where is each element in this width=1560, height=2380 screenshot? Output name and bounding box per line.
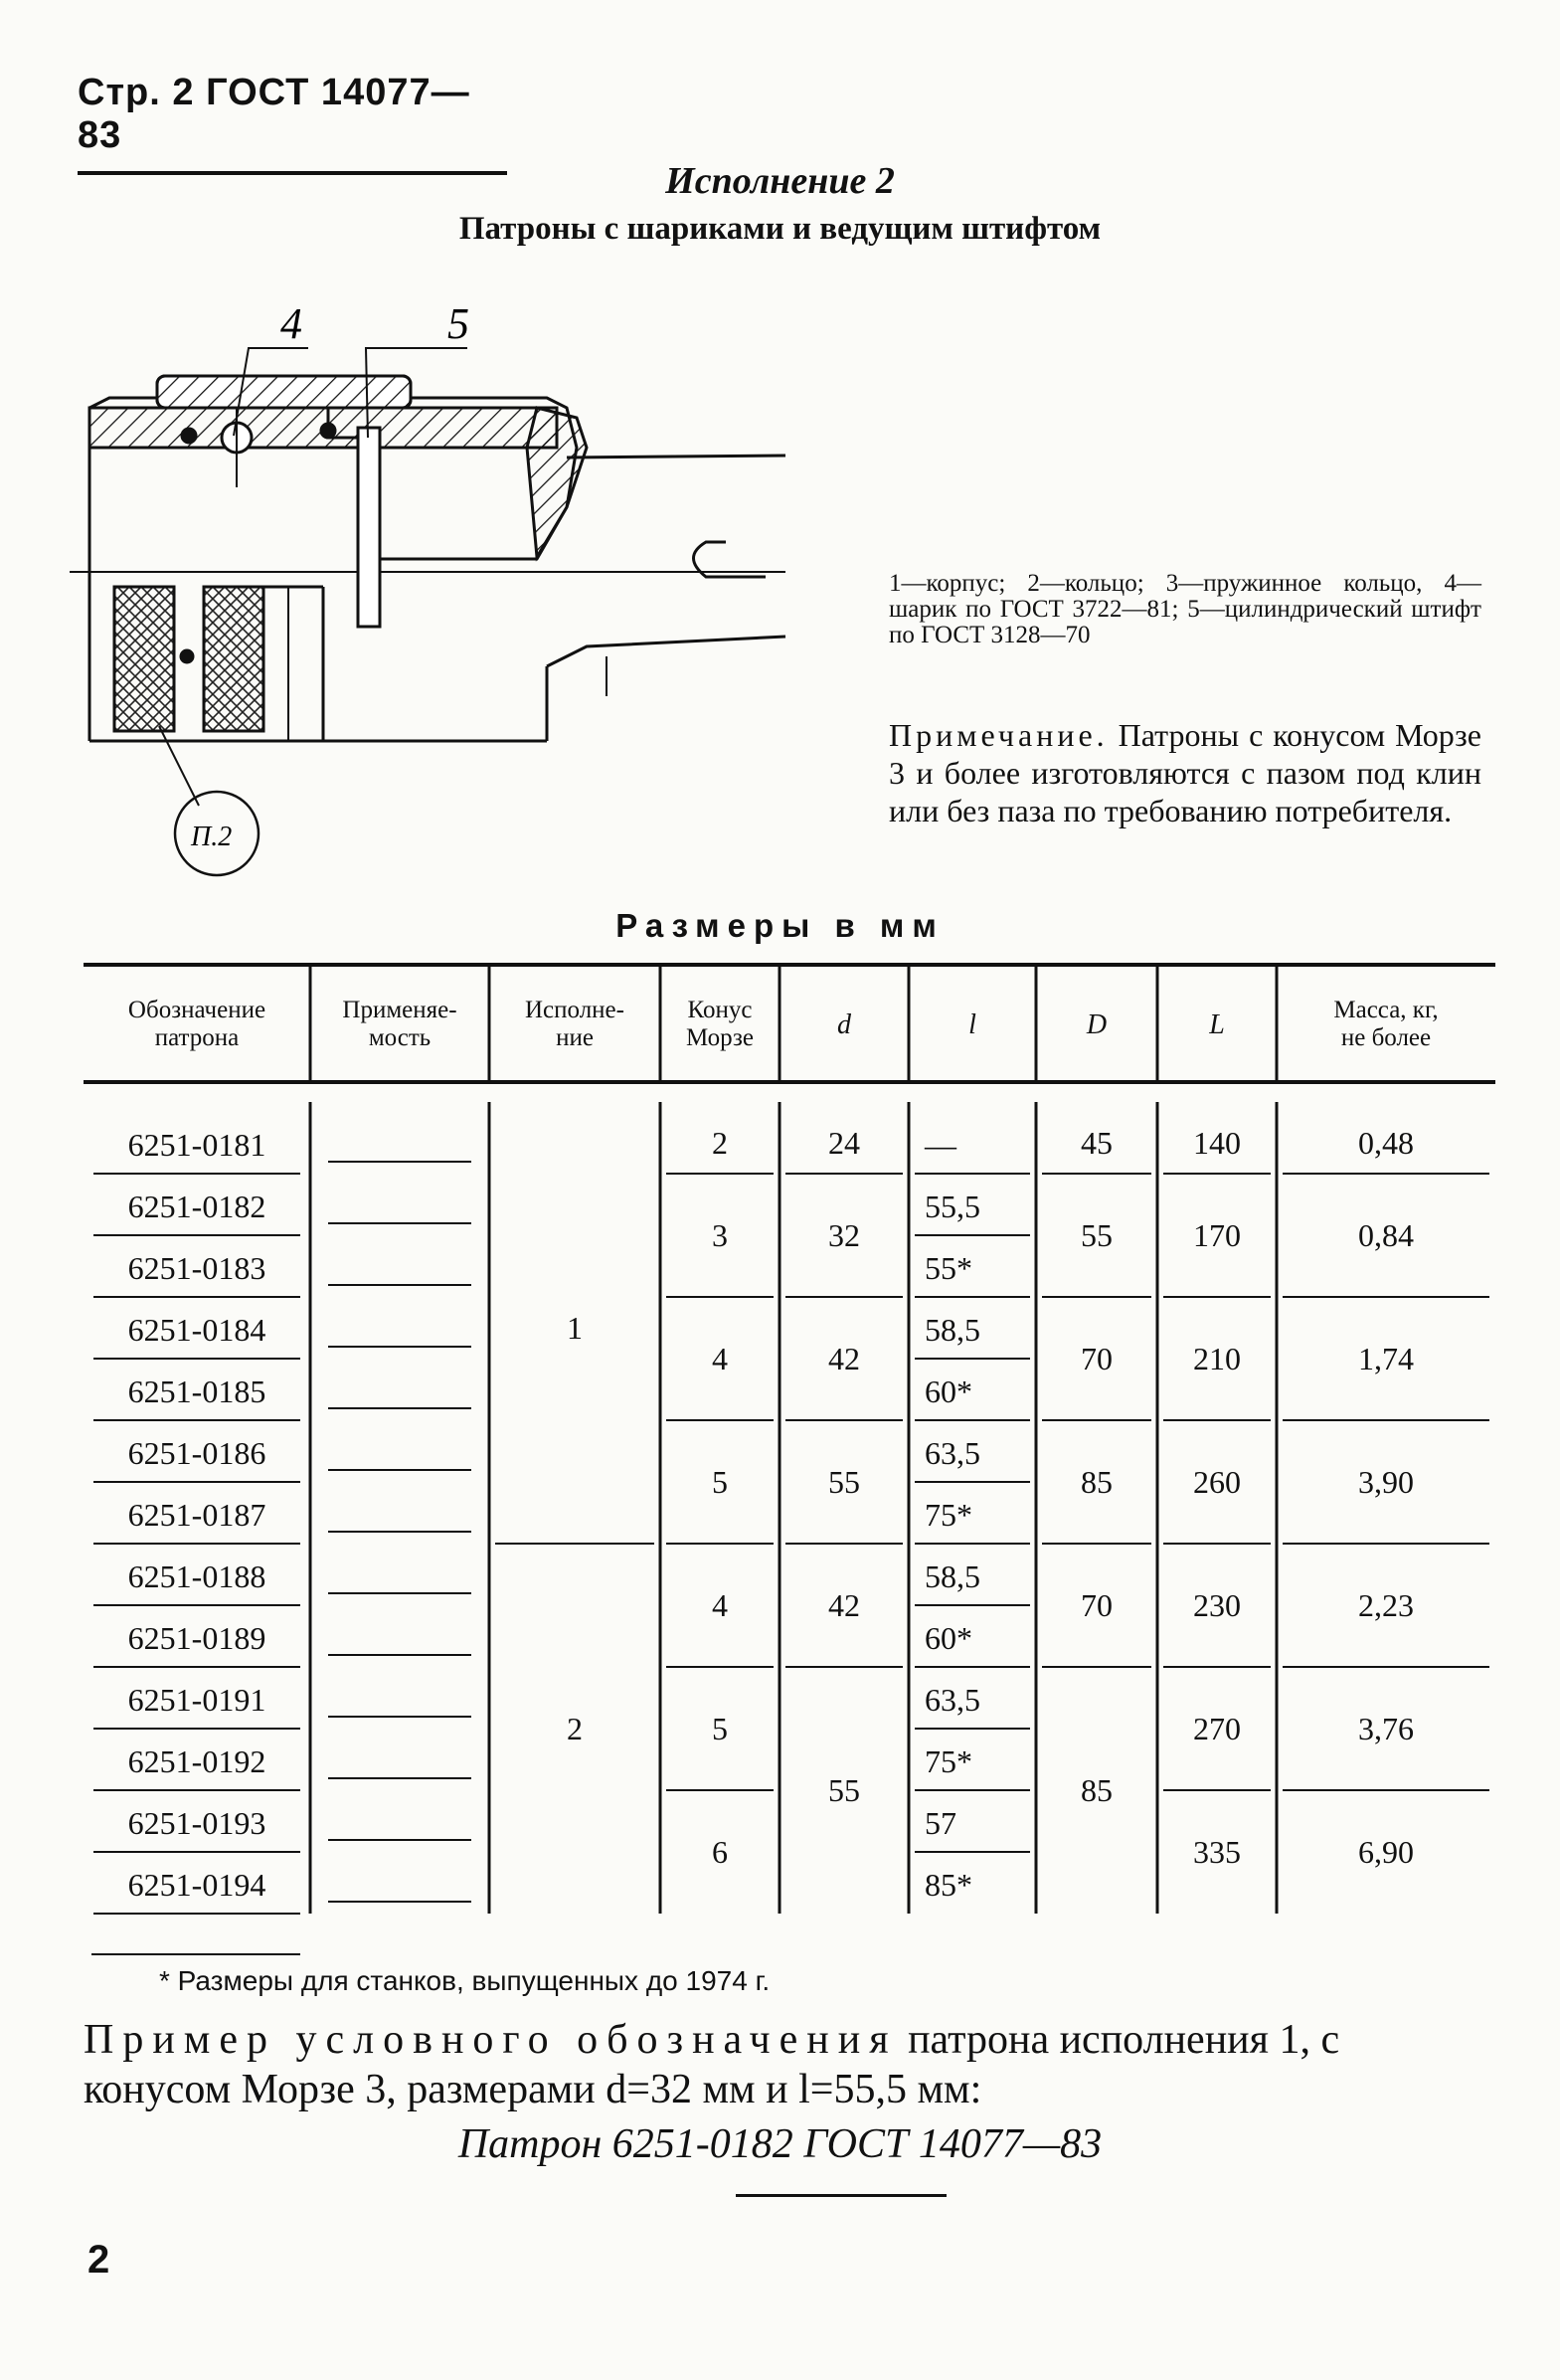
designation-cell: 6251-0192 bbox=[127, 1743, 266, 1779]
execution-title: Исполнение 2 bbox=[665, 160, 895, 202]
d-cell: 42 bbox=[828, 1587, 860, 1623]
l-cell: 57 bbox=[925, 1805, 956, 1841]
drawing-label-5: 5 bbox=[447, 299, 469, 348]
L-cell: 335 bbox=[1193, 1834, 1241, 1870]
D-cell: 70 bbox=[1081, 1587, 1113, 1623]
cone-cell: 2 bbox=[712, 1125, 728, 1161]
l-cell: 75* bbox=[925, 1743, 972, 1779]
cone-cell: 6 bbox=[712, 1834, 728, 1870]
header-designation: патрона bbox=[154, 1024, 240, 1051]
page-header: Стр. 2 ГОСТ 14077—83 bbox=[78, 72, 507, 175]
designation-cell: 6251-0186 bbox=[127, 1435, 266, 1471]
mass-cell: 3,90 bbox=[1358, 1464, 1414, 1500]
chuck-drawing bbox=[70, 288, 865, 885]
header-L: L bbox=[1209, 1009, 1225, 1040]
example-label: Пример условного обозначения bbox=[84, 2017, 898, 2063]
cone-cell: 4 bbox=[712, 1341, 728, 1376]
D-cell: 85 bbox=[1081, 1464, 1113, 1500]
drawing-circle-label: П.2 bbox=[191, 822, 233, 852]
cone-cell: 5 bbox=[712, 1711, 728, 1746]
example-reference: Патрон 6251-0182 ГОСТ 14077—83 bbox=[457, 2121, 1103, 2167]
l-cell: — bbox=[925, 1127, 956, 1163]
note-label: Примечание. bbox=[889, 717, 1109, 753]
page-number: 2 bbox=[87, 2238, 110, 2282]
example-text: патрона исполнения 1, с конусом Морзе 3, размерами d=32 мм и l=55,5 мм: bbox=[84, 2017, 1340, 2112]
header-cone: Конус bbox=[687, 997, 753, 1023]
designation-cell: 6251-0183 bbox=[127, 1250, 266, 1286]
cone-cell: 3 bbox=[712, 1217, 728, 1253]
mass-cell: 0,84 bbox=[1358, 1217, 1414, 1253]
l-cell: 75* bbox=[925, 1497, 972, 1533]
header-mass: Масса, кг, bbox=[1333, 997, 1439, 1023]
mass-cell: 1,74 bbox=[1358, 1341, 1414, 1376]
L-cell: 170 bbox=[1193, 1217, 1241, 1253]
D-cell: 45 bbox=[1081, 1125, 1113, 1161]
L-cell: 270 bbox=[1193, 1711, 1241, 1746]
header-l: l bbox=[968, 1009, 976, 1040]
designation-cell: 6251-0191 bbox=[127, 1682, 266, 1718]
section-subtitle: Патроны с шариками и ведущим штифтом bbox=[458, 211, 1102, 247]
d-cell: 32 bbox=[828, 1217, 860, 1253]
note-text: Патроны с конусом Морзе 3 и более изготовляются с пазом под клин или без паза по требованию потребителя. bbox=[889, 717, 1482, 828]
header-execution: Исполне- bbox=[525, 997, 624, 1023]
D-cell: 55 bbox=[1081, 1217, 1113, 1253]
sizes-title: Размеры в мм bbox=[615, 907, 945, 944]
mass-cell: 2,23 bbox=[1358, 1587, 1414, 1623]
footnote-rule bbox=[91, 1953, 300, 1955]
L-cell: 210 bbox=[1193, 1341, 1241, 1376]
l-cell: 55* bbox=[925, 1250, 972, 1286]
execution-cell: 2 bbox=[567, 1711, 583, 1746]
mass-cell: 6,90 bbox=[1358, 1834, 1414, 1870]
designation-cell: 6251-0189 bbox=[127, 1620, 266, 1656]
mass-cell: 3,76 bbox=[1358, 1711, 1414, 1746]
L-cell: 140 bbox=[1193, 1125, 1241, 1161]
header-mass: не более bbox=[1340, 1024, 1432, 1051]
cone-cell: 5 bbox=[712, 1464, 728, 1500]
designation-cell: 6251-0188 bbox=[127, 1558, 266, 1594]
header-cone: Морзе bbox=[686, 1024, 754, 1051]
l-cell: 63,5 bbox=[925, 1435, 980, 1471]
l-cell: 85* bbox=[925, 1867, 972, 1903]
designation-cell: 6251-0181 bbox=[127, 1127, 266, 1163]
header-D: D bbox=[1086, 1009, 1108, 1040]
mass-cell: 0,48 bbox=[1358, 1125, 1414, 1161]
d-cell: 55 bbox=[828, 1772, 860, 1808]
designation-cell: 6251-0193 bbox=[127, 1805, 266, 1841]
cone-cell: 4 bbox=[712, 1587, 728, 1623]
execution-cell: 1 bbox=[567, 1310, 583, 1346]
drawing-legend: 1—корпус; 2—кольцо; 3—пружинное кольцо, 4—шарик по ГОСТ 3722—81; 5—цилиндрический штифт по ГОСТ 3128—70 bbox=[889, 570, 1481, 648]
d-cell: 55 bbox=[828, 1464, 860, 1500]
l-cell: 58,5 bbox=[925, 1312, 980, 1348]
d-cell: 42 bbox=[828, 1341, 860, 1376]
designation-cell: 6251-0184 bbox=[127, 1312, 266, 1348]
header-designation: Обозначение bbox=[127, 997, 266, 1023]
d-cell: 24 bbox=[828, 1125, 860, 1161]
designation-cell: 6251-0187 bbox=[127, 1497, 266, 1533]
header-d: d bbox=[837, 1009, 851, 1040]
l-cell: 63,5 bbox=[925, 1682, 980, 1718]
header-execution: ние bbox=[556, 1024, 594, 1051]
example-paragraph bbox=[84, 2015, 1495, 2114]
designation-cell: 6251-0194 bbox=[127, 1867, 266, 1903]
footnote: * Размеры для станков, выпущенных до 1974 г. bbox=[159, 1965, 771, 1996]
l-cell: 58,5 bbox=[925, 1558, 980, 1594]
header-applicability: мость bbox=[368, 1024, 432, 1051]
designation-cell: 6251-0185 bbox=[127, 1373, 266, 1409]
D-cell: 70 bbox=[1081, 1341, 1113, 1376]
L-cell: 260 bbox=[1193, 1464, 1241, 1500]
drawing-label-4: 4 bbox=[280, 299, 302, 348]
L-cell: 230 bbox=[1193, 1587, 1241, 1623]
note bbox=[889, 716, 1481, 829]
l-cell: 60* bbox=[925, 1373, 972, 1409]
header-applicability: Применяе- bbox=[342, 997, 457, 1023]
l-cell: 60* bbox=[925, 1620, 972, 1656]
end-rule bbox=[736, 2194, 947, 2197]
D-cell: 85 bbox=[1081, 1772, 1113, 1808]
l-cell: 55,5 bbox=[925, 1189, 980, 1224]
dimensions-table bbox=[84, 963, 1495, 1937]
designation-cell: 6251-0182 bbox=[127, 1189, 266, 1224]
